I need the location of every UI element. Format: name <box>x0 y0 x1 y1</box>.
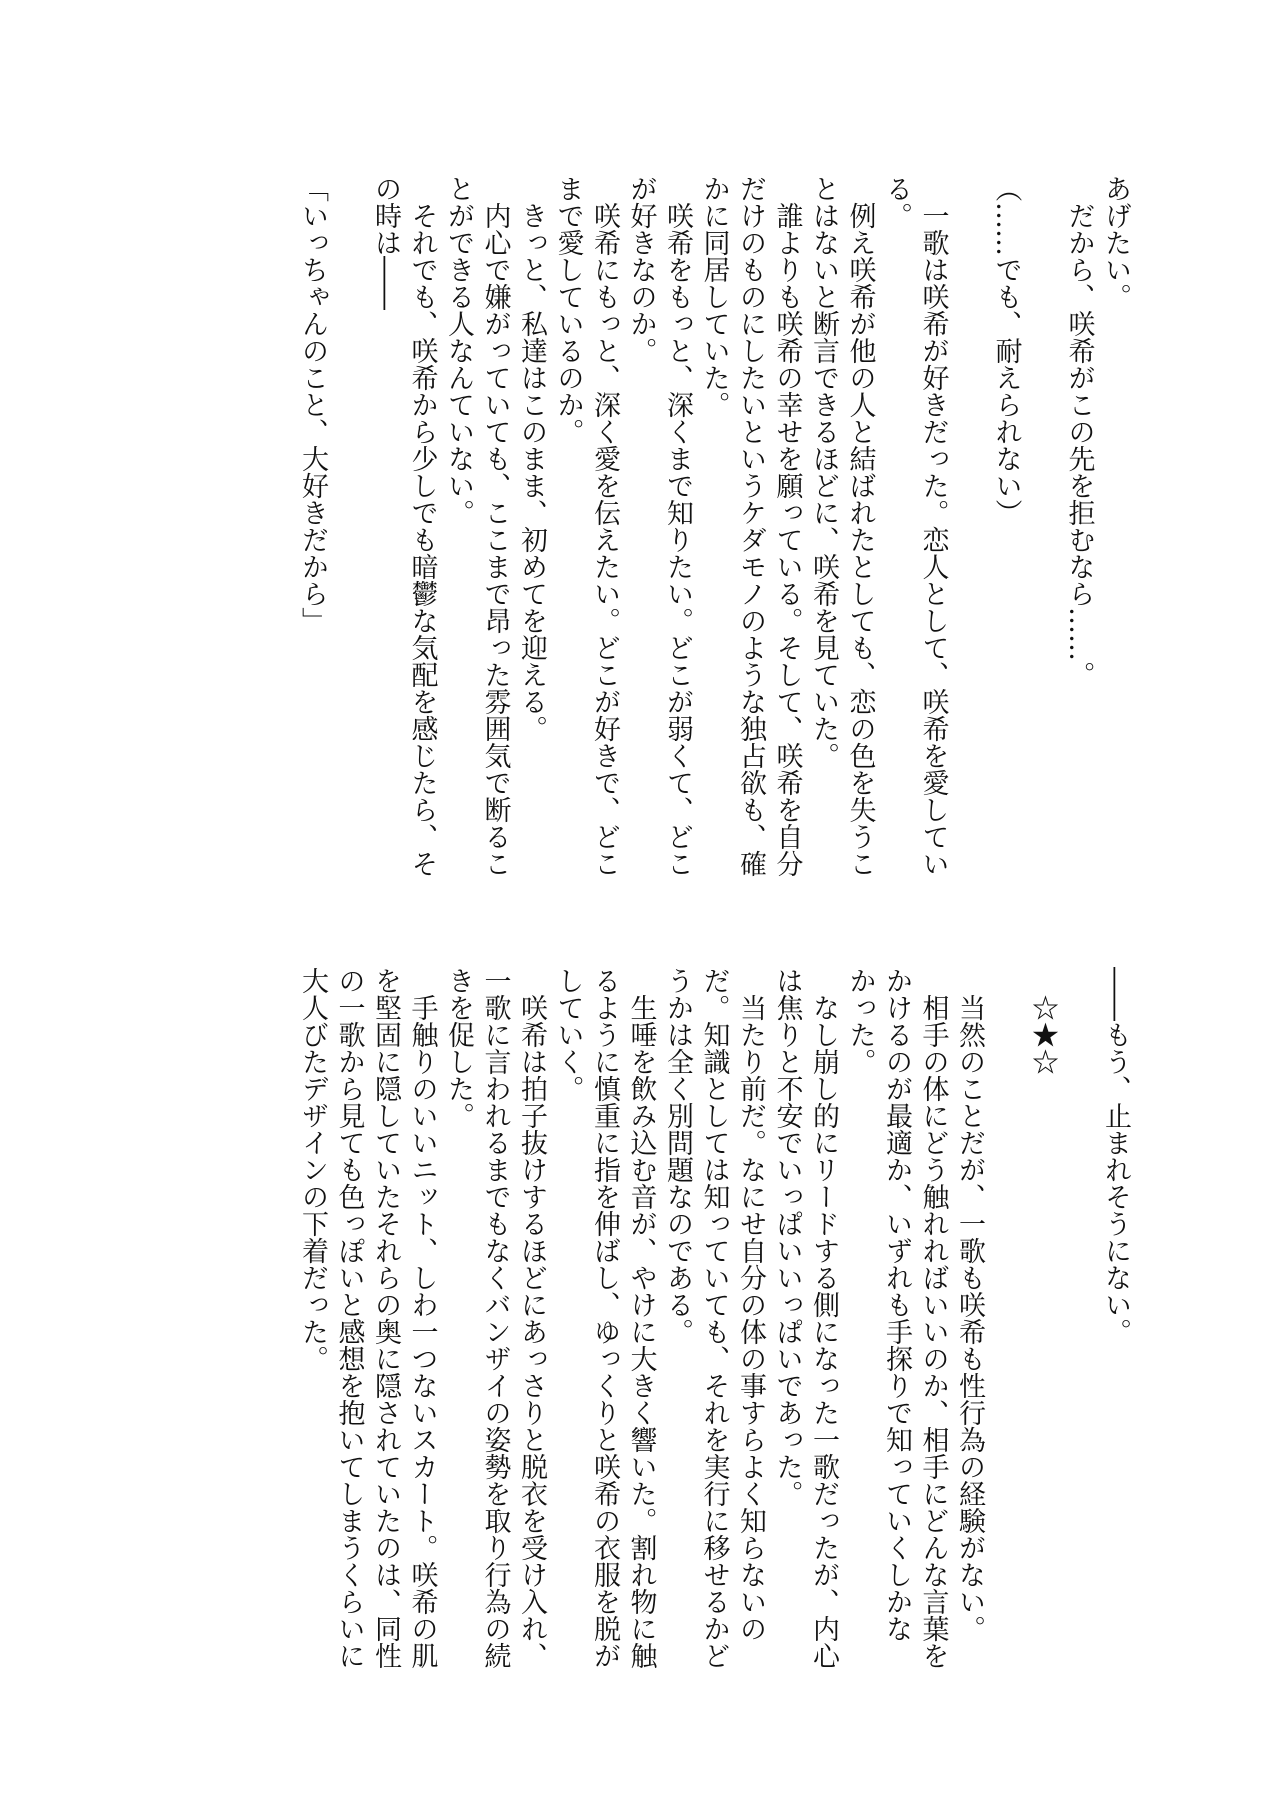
text-line: は焦りと不安でいっぱいいっぱいであった。 <box>771 967 803 1507</box>
text-line: 内心で嫌がっていても、ここまで昂った雰囲気で断るこ <box>479 175 511 877</box>
text-line: きを促した。 <box>443 967 474 1129</box>
text-line: が好きなのか。 <box>625 175 657 364</box>
text-line: る。 <box>881 175 912 229</box>
text-line: 相手の体にどう触れればいいのか、相手にどんな言葉を <box>917 967 949 1669</box>
text-line: それでも、咲希から少しでも暗鬱な気配を感じたら、そ <box>406 175 438 877</box>
text-line: していく。 <box>552 967 584 1102</box>
text-line <box>1024 175 1061 855</box>
text-line: を堅固に隠していたそれらの奥に隠されていたのは、同性 <box>370 967 401 1669</box>
text-line: だ。知識としては知っていても、それを実行に移せるかど <box>698 967 730 1669</box>
text-line: きっと、私達はこのまま、初めてを迎える。 <box>516 175 547 742</box>
text-line: の時は―― <box>370 175 401 310</box>
text-line: 当然のことだが、一歌も咲希も性行為の経験がない。 <box>954 967 985 1642</box>
text-line: だから、咲希がこの先を拒むなら……。 <box>1063 175 1095 688</box>
text-line: あげたい。 <box>1100 175 1131 310</box>
text-line: 咲希は拍子抜けするほどにあっさりと脱衣を受け入れ、 <box>516 967 547 1669</box>
text-line: ☆★☆ <box>1027 967 1058 1075</box>
text-line: 一歌に言われるまでもなくバンザイの姿勢を取り行為の続 <box>479 967 511 1669</box>
text-line: 「いっちゃんのこと、大好きだから」 <box>297 175 328 634</box>
text-line: かに同居していた。 <box>698 175 730 418</box>
text-line: 誰よりも咲希の幸せを願っている。そして、咲希を自分 <box>771 175 803 877</box>
text-line <box>330 175 367 855</box>
text-line: 生唾を飲み込む音が、やけに大きく響いた。割れ物に触 <box>625 967 657 1669</box>
text-line: 一歌は咲希が好きだった。恋人として、咲希を愛してい <box>917 175 949 877</box>
text-line: （……でも、耐えられない） <box>990 175 1022 526</box>
text-line: うかは全く別問題なのである。 <box>662 967 693 1345</box>
text-line: とはないと断言できるほどに、咲希を見ていた。 <box>808 175 839 769</box>
text-line: るように慎重に指を伸ばし、ゆっくりと咲希の衣服を脱が <box>589 967 620 1669</box>
text-line <box>1060 967 1097 1647</box>
text-line: 大人びたデザインの下着だった。 <box>297 967 328 1372</box>
lower-text-section <box>294 967 1134 1669</box>
text-line: 咲希をもっと、深くまで知りたい。どこが弱くて、どこ <box>662 175 693 877</box>
text-line: 例え咲希が他の人と結ばれたとしても、恋の色を失うこ <box>844 175 876 877</box>
text-line: 当たり前だ。なにせ自分の体の事すらよく知らないの <box>735 967 766 1642</box>
text-line: まで愛しているのか。 <box>552 175 584 445</box>
text-line <box>951 175 988 855</box>
text-line <box>987 967 1024 1647</box>
text-line: だけのものにしたいというケダモノのような独占欲も、確 <box>735 175 766 877</box>
text-line: ――もう、止まれそうにない。 <box>1100 967 1131 1345</box>
text-line: かった。 <box>844 967 876 1075</box>
text-line: の一歌から見ても色っぽいと感想を抱いてしまうくらいに <box>333 967 365 1669</box>
text-line: かけるのが最適か、いずれも手探りで知っていくしかな <box>881 967 912 1642</box>
text-line: なし崩し的にリードする側になった一歌だったが、内心 <box>808 967 839 1669</box>
upper-text-section <box>294 175 1134 877</box>
text-line: とができる人なんていない。 <box>443 175 474 526</box>
text-line: 手触りのいいニット、しわ一つないスカート。咲希の肌 <box>406 967 438 1669</box>
text-line: 咲希にもっと、深く愛を伝えたい。どこが好きで、どこ <box>589 175 620 877</box>
